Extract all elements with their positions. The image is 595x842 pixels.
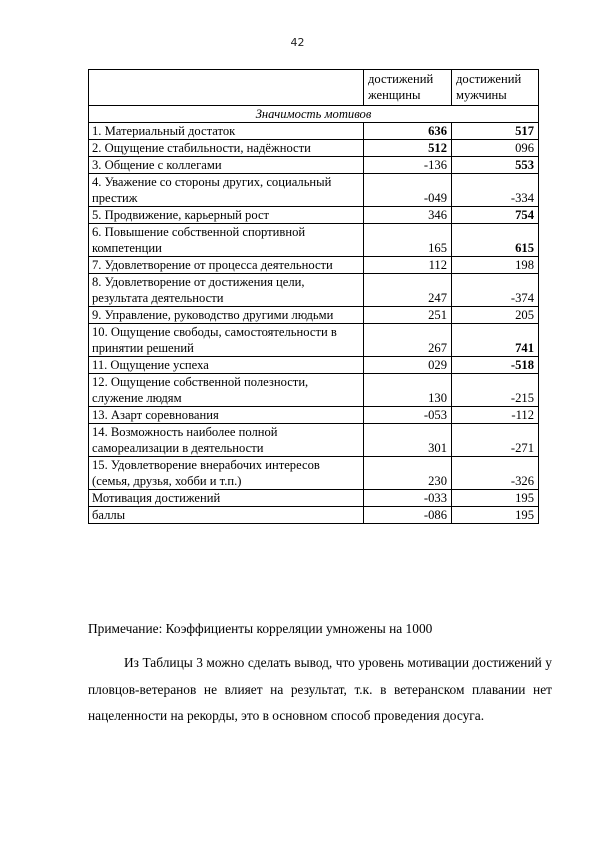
table-row — [89, 407, 539, 424]
motive-rows — [89, 123, 539, 524]
motive-label: 6. Повышение собственной спортивной компетенции — [89, 224, 364, 257]
men-value: 205 — [452, 307, 539, 324]
women-value: -049 — [364, 174, 452, 207]
table-row — [89, 424, 539, 457]
motive-label: Мотивация достижений — [89, 490, 364, 507]
motive-label: 4. Уважение со стороны других, социальный престиж — [89, 174, 364, 207]
women-value: 267 — [364, 324, 452, 357]
table-row — [89, 507, 539, 524]
section-title: Значимость мотивов — [89, 106, 539, 123]
men-value: -518 — [452, 357, 539, 374]
women-value: -136 — [364, 157, 452, 174]
women-value: -033 — [364, 490, 452, 507]
men-value: 615 — [452, 224, 539, 257]
motive-label: 7. Удовлетворение от процесса деятельности — [89, 257, 364, 274]
men-value: -326 — [452, 457, 539, 490]
men-value: 741 — [452, 324, 539, 357]
men-value: 195 — [452, 507, 539, 524]
women-value: 230 — [364, 457, 452, 490]
table-row — [89, 357, 539, 374]
table-row — [89, 274, 539, 307]
motive-label: 1. Материальный достаток — [89, 123, 364, 140]
table-note: Примечание: Коэффициенты корреляции умножены на 1000 — [88, 621, 433, 636]
motive-label: 13. Азарт соревнования — [89, 407, 364, 424]
motive-label: 5. Продвижение, карьерный рост — [89, 207, 364, 224]
table-row — [89, 224, 539, 257]
table-header-row — [89, 70, 539, 106]
men-value: -374 — [452, 274, 539, 307]
women-value: 512 — [364, 140, 452, 157]
page-number: 42 — [290, 36, 305, 49]
motive-label: 8. Удовлетворение от достижения цели, результата деятельности — [89, 274, 364, 307]
women-value: -086 — [364, 507, 452, 524]
motive-label: 14. Возможность наиболее полной самореализации в деятельности — [89, 424, 364, 457]
men-value: 553 — [452, 157, 539, 174]
motive-label: баллы — [89, 507, 364, 524]
men-value: -271 — [452, 424, 539, 457]
section-row — [89, 106, 539, 123]
women-value: 247 — [364, 274, 452, 307]
women-value: 251 — [364, 307, 452, 324]
header-women: достижений женщины — [364, 70, 452, 106]
table-row — [89, 157, 539, 174]
header-blank-cell — [89, 70, 364, 106]
table-row — [89, 140, 539, 157]
men-value: 195 — [452, 490, 539, 507]
motive-label: 9. Управление, руководство другими людьми — [89, 307, 364, 324]
table-row — [89, 490, 539, 507]
men-value: -334 — [452, 174, 539, 207]
women-value: -053 — [364, 407, 452, 424]
women-value: 165 — [364, 224, 452, 257]
men-value: 096 — [452, 140, 539, 157]
women-value: 029 — [364, 357, 452, 374]
table-row — [89, 207, 539, 224]
conclusion-paragraph: Из Таблицы 3 можно сделать вывод, что уровень мотивации достижений у пловцов-ветеранов не влияет на результат, т.к. в ветеранском плавании нет нацеленности на рекорды, это в основном способ проведения досуга. — [88, 655, 552, 723]
men-value: 198 — [452, 257, 539, 274]
table-row — [89, 374, 539, 407]
men-value: -215 — [452, 374, 539, 407]
men-value: -112 — [452, 407, 539, 424]
motive-label: 12. Ощущение собственной полезности, служение людям — [89, 374, 364, 407]
motive-label: 10. Ощущение свободы, самостоятельности в принятии решений — [89, 324, 364, 357]
table-row — [89, 457, 539, 490]
women-value: 130 — [364, 374, 452, 407]
table-row — [89, 324, 539, 357]
header-men: достижений мужчины — [452, 70, 539, 106]
motives-correlation-table — [88, 69, 539, 524]
table-row — [89, 174, 539, 207]
women-value: 301 — [364, 424, 452, 457]
women-value: 112 — [364, 257, 452, 274]
table-row — [89, 307, 539, 324]
table-row — [89, 123, 539, 140]
men-value: 754 — [452, 207, 539, 224]
motive-label: 3. Общение с коллегами — [89, 157, 364, 174]
men-value: 517 — [452, 123, 539, 140]
motive-label: 11. Ощущение успеха — [89, 357, 364, 374]
motive-label: 15. Удовлетворение внерабочих интересов (семья, друзья, хобби и т.п.) — [89, 457, 364, 490]
women-value: 636 — [364, 123, 452, 140]
table-row — [89, 257, 539, 274]
women-value: 346 — [364, 207, 452, 224]
motive-label: 2. Ощущение стабильности, надёжности — [89, 140, 364, 157]
